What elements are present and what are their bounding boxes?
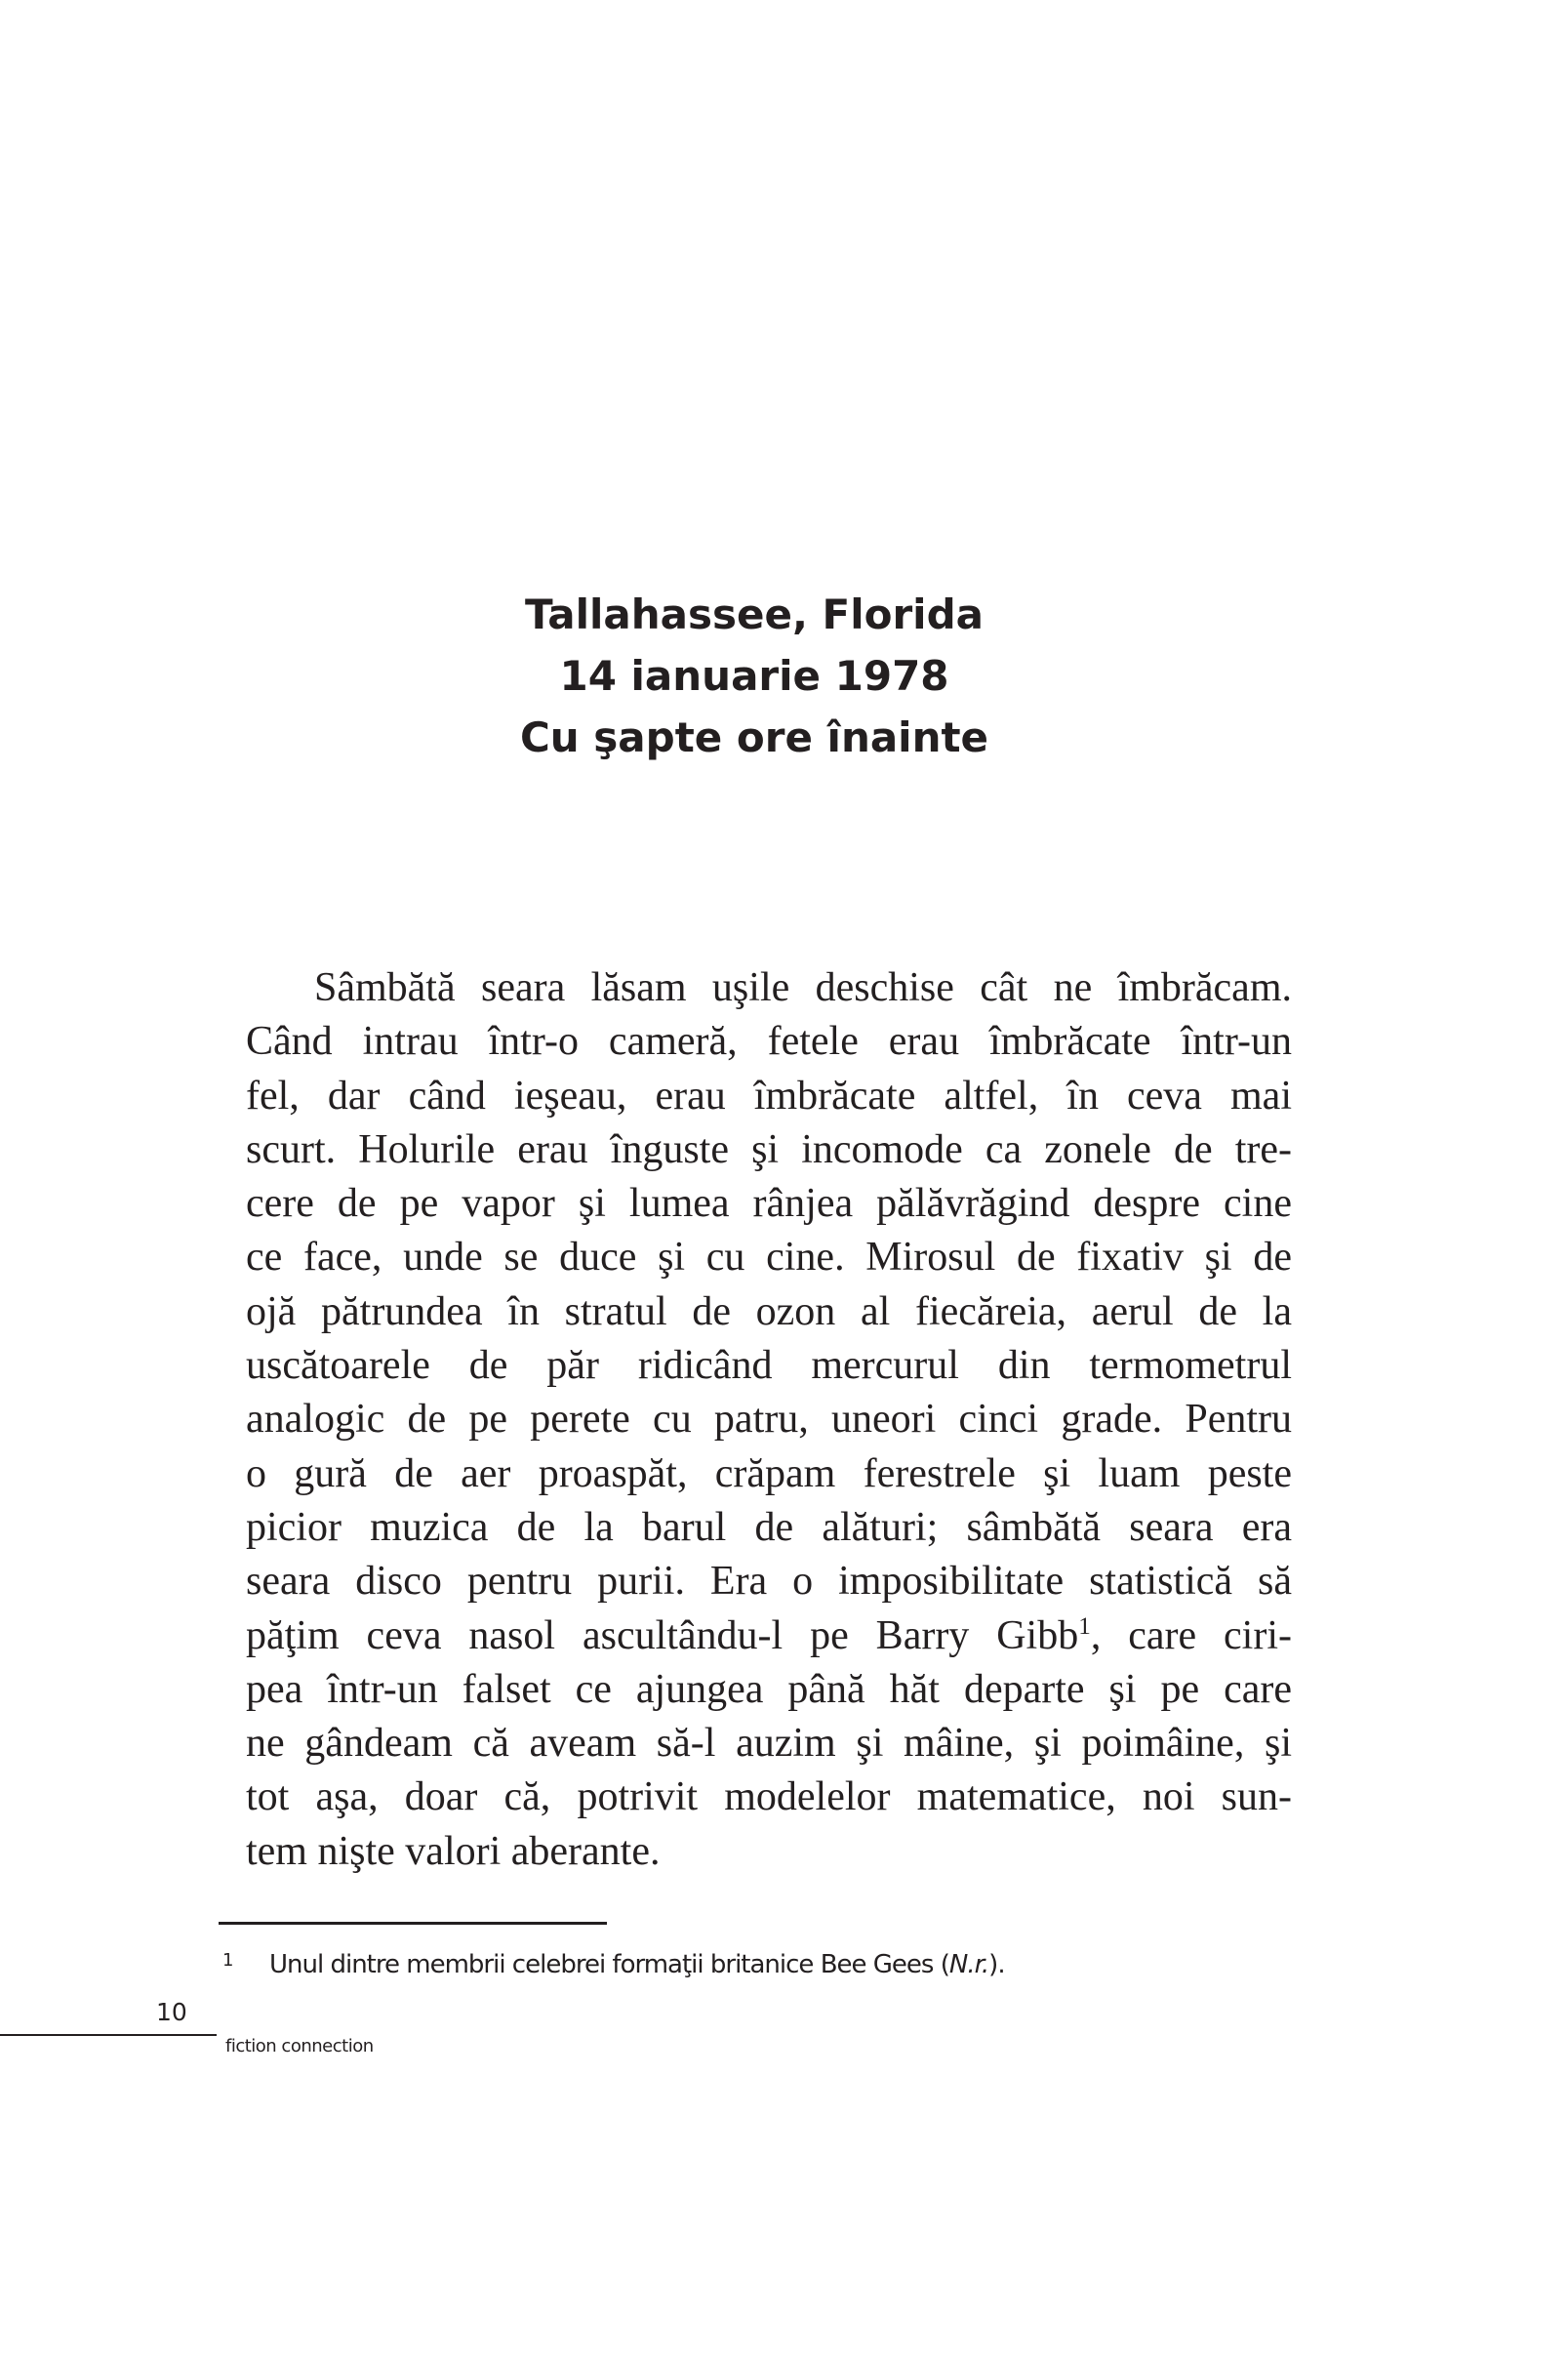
body-line: Sâmbătă seara lăsam uşile deschise cât ne îmbrăcam. [314, 965, 1292, 1010]
body-text: , care ciri- [1090, 1612, 1292, 1658]
body-line: seara disco pentru purii. Era o imposibilitate statistică să [246, 1559, 1292, 1605]
heading-date: 14 ianuarie 1978 [559, 652, 949, 700]
body-line: pea într-un falset ce ajungea până hăt departe şi pe care [246, 1666, 1292, 1712]
body-line: tot aşa, doar că, potrivit modelelor matematice, noi sun- [246, 1774, 1292, 1820]
heading-location: Tallahassee, Florida [525, 590, 984, 638]
page-number: 10 [156, 1998, 187, 2026]
body-line: tem nişte valori aberante. [246, 1828, 661, 1874]
body-line-with-footnote [246, 1609, 1292, 1663]
body-line: fel, dar când ieşeau, erau îmbrăcate altfel, în ceva mai [246, 1073, 1292, 1119]
body-paragraph [246, 961, 1292, 1879]
footnote-divider [219, 1922, 607, 1925]
footer-divider [0, 2034, 217, 2036]
footer-series-label: fiction connection [225, 2036, 374, 2056]
footnote-italic: N.r. [948, 1950, 989, 1979]
body-line: scurt. Holurile erau înguste şi incomode ca zonele de tre- [246, 1126, 1292, 1172]
body-line: analogic de pe perete cu patru, uneori cinci grade. Pentru [246, 1397, 1292, 1443]
footnote-number: 1 [222, 1950, 233, 1971]
body-line: picior muzica de la barul de alături; sâmbătă seara era [246, 1504, 1292, 1550]
body-line: ojă pătrundea în stratul de ozon al fiecăreia, aerul de la [246, 1288, 1292, 1334]
body-line: cere de pe vapor şi lumea rânjea pălăvrăgind despre cine [246, 1181, 1292, 1227]
chapter-heading [0, 584, 1508, 768]
footnote-text: Unul dintre membrii celebrei formaţii britanice Bee Gees ( [269, 1950, 949, 1979]
footnote [222, 1950, 1005, 1979]
body-line: ce face, unde se duce şi cu cine. Mirosul de fixativ şi de [246, 1235, 1292, 1281]
body-line: o gură de aer proaspăt, crăpam ferestrele şi luam peste [246, 1450, 1292, 1496]
footnote-end: ). [988, 1950, 1005, 1979]
body-line: Când intrau într-o cameră, fetele erau îmbrăcate într-un [246, 1019, 1292, 1065]
heading-time: Cu şapte ore înainte [519, 713, 989, 761]
body-line: ne gândeam că aveam să-l auzim şi mâine, şi poimâine, şi [246, 1721, 1292, 1767]
body-text: păţim ceva nasol ascultându-l pe Barry Gibb [246, 1612, 1079, 1658]
footnote-reference: 1 [1078, 1612, 1091, 1640]
body-line: uscătoarele de păr ridicând mercurul din termometrul [246, 1343, 1292, 1389]
